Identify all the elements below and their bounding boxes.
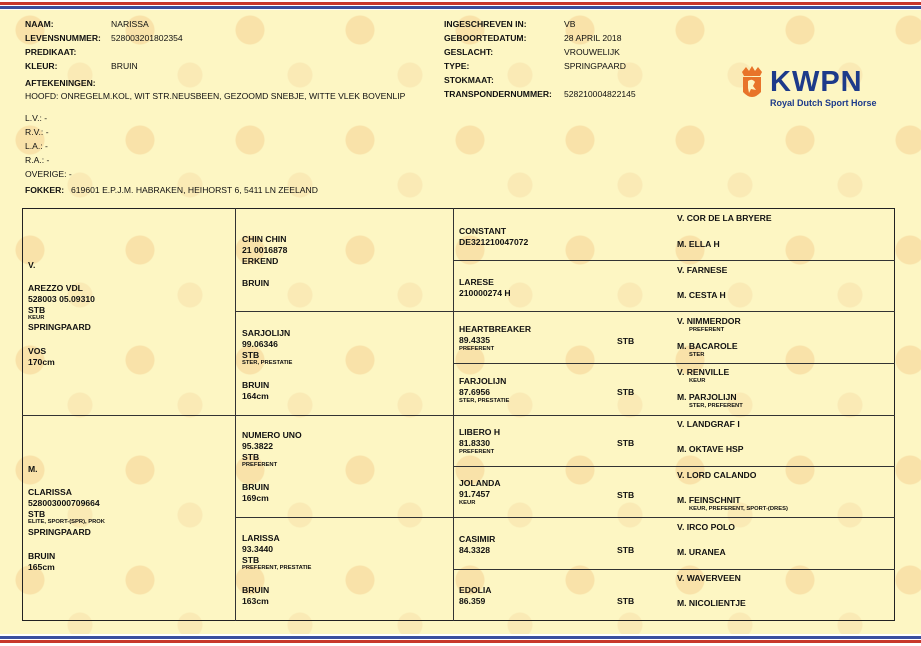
g2-3-name: LARISSA [242,533,280,543]
g3-7-name: EDOLIA [459,585,492,595]
divider-g3-3 [453,466,895,467]
g3-0-name: CONSTANT [459,226,507,236]
levensnummer-label: LEVENSNUMMER: [25,33,101,43]
g4-5-predicate: STER [689,352,705,358]
g3-6-name: CASIMIR [459,534,496,544]
dam-type: SPRINGPAARD [28,527,91,537]
g2-3-number: 93.3440 [242,544,274,554]
g2-3-height: 163cm [242,596,269,606]
g2-0-name: CHIN CHIN [242,234,287,244]
g4-0-name: V. COR DE LA BRYERE [677,213,772,223]
g4-4-predicate: PREFERENT [689,327,725,333]
sire-marker: V. [28,260,36,270]
divider-sire-dam [22,415,895,416]
g3-6-book: STB [617,545,635,555]
g3-2-name: HEARTBREAKER [459,324,532,334]
kwpn-tagline: Royal Dutch Sport Horse [770,98,877,108]
naam-label: NAAM: [25,19,54,29]
g3-5-predicate: KEUR [459,500,476,506]
dam-book: STB [28,509,46,519]
g3-7-book: STB [617,596,635,606]
naam-value: NARISSA [111,19,149,29]
la-value: L.A.: - [25,141,48,151]
divider-g3-4 [453,569,895,570]
rv-value: R.V.: - [25,127,49,137]
fokker-value: 619601 E.P.J.M. HABRAKEN, HEIHORST 6, 5411 LN ZEELAND [71,185,318,195]
sire-name: AREZZO VDL [28,283,83,293]
dam-number: 528003000709664 [28,498,100,508]
dam-color: BRUIN [28,551,56,561]
g2-2-name: NUMERO UNO [242,430,302,440]
geslacht-label: GESLACHT: [444,47,494,57]
g4-11-predicate: KEUR, PREFERENT, SPORT-(DRES) [689,506,788,512]
g4-11-name: M. FEINSCHNIT [677,495,741,505]
g4-2-name: V. FARNESE [677,265,728,275]
lv-value: L.V.: - [25,113,48,123]
dam-height: 165cm [28,562,55,572]
g4-10-name: V. LORD CALANDO [677,470,757,480]
column-line-2 [453,208,454,621]
g4-13-name: M. URANEA [677,547,726,557]
g4-12-name: V. IRCO POLO [677,522,735,532]
g2-0-status: ERKEND [242,256,279,266]
g4-4-name: V. NIMMERDOR [677,316,741,326]
g2-2-height: 169cm [242,493,269,503]
g2-2-book: STB [242,452,260,462]
dam-name: CLARISSA [28,487,72,497]
g4-14-name: V. WAVERVEEN [677,573,741,583]
hoofd-value: HOOFD: ONREGELM.KOL, WIT STR.NEUSBEEN, GEZOOMD SNEBJE, WITTE VLEK BOVENLIP [25,91,406,101]
g3-2-book: STB [617,336,635,346]
g2-1-height: 164cm [242,391,269,401]
column-line-1 [235,208,236,621]
levensnummer-value: 528003201802354 [111,33,183,43]
type-value: SPRINGPAARD [564,61,626,71]
g2-1-color: BRUIN [242,380,270,390]
g3-3-name: FARJOLIJN [459,376,507,386]
g3-6-number: 84.3328 [459,545,491,555]
g3-3-book: STB [617,387,635,397]
g3-3-number: 87.6956 [459,387,491,397]
ingeschreven-label: INGESCHREVEN IN: [444,19,527,29]
bottom-border [0,634,921,646]
kwpn-logo [738,60,898,112]
g2-2-number: 95.3822 [242,441,274,451]
transpondernummer-label: TRANSPONDERNUMMER: [444,89,552,99]
g3-0-number: DE321210047072 [459,237,529,247]
kwpn-crest-icon [738,64,766,104]
overige-value: OVERIGE: - [25,169,72,179]
g4-6-predicate: KEUR [689,378,706,384]
ra-value: R.A.: - [25,155,50,165]
g4-7-predicate: STER, PREFERENT [689,403,743,409]
g3-7-number: 86.359 [459,596,486,606]
g3-5-name: JOLANDA [459,478,501,488]
g4-5-name: M. BACAROLE [677,341,738,351]
g3-1-number: 210000274 H [459,288,511,298]
sire-type: SPRINGPAARD [28,322,91,332]
g3-5-number: 91.7457 [459,489,491,499]
stokmaat-label: STOKMAAT: [444,75,494,85]
g4-3-name: M. CESTA H [677,290,726,300]
g3-4-predicate: PREFERENT [459,449,495,455]
g2-2-color: BRUIN [242,482,270,492]
g2-3-color: BRUIN [242,585,270,595]
geboortedatum-label: GEBOORTEDATUM: [444,33,527,43]
g4-15-name: M. NICOLIENTJE [677,598,746,608]
sire-predicate: KEUR [28,315,45,321]
sire-number: 528003 05.09310 [28,294,95,304]
g4-7-name: M. PARJOLIJN [677,392,737,402]
geboortedatum-value: 28 APRIL 2018 [564,33,622,43]
fokker-label: FOKKER: [25,185,65,195]
g3-4-number: 81.8330 [459,438,491,448]
top-border [0,0,921,10]
ingeschreven-value: VB [564,19,576,29]
g4-1-name: M. ELLA H [677,239,720,249]
dam-marker: M. [28,464,38,474]
kleur-value: BRUIN [111,61,138,71]
g2-1-book: STB [242,350,260,360]
sire-book: STB [28,305,46,315]
g4-6-name: V. RENVILLE [677,367,730,377]
divider-g3-2 [453,363,895,364]
g4-8-name: V. LANDGRAF I [677,419,740,429]
g3-5-book: STB [617,490,635,500]
g3-2-number: 89.4335 [459,335,491,345]
geslacht-value: VROUWELIJK [564,47,620,57]
g3-4-book: STB [617,438,635,448]
g2-0-color: BRUIN [242,278,270,288]
g3-2-predicate: PREFERENT [459,346,495,352]
kwpn-wordmark: KWPN [770,66,863,98]
predikaat-label: PREDIKAAT: [25,47,77,57]
g2-1-number: 99.06346 [242,339,278,349]
transpondernummer-value: 528210004822145 [564,89,636,99]
g4-9-name: M. OKTAVE HSP [677,444,744,454]
divider-g2-1 [235,311,895,312]
dam-predicate: ELITE, SPORT-(SPR), PROK [28,519,105,525]
g2-2-predicate: PREFERENT [242,462,278,468]
g3-3-predicate: STER, PRESTATIE [459,398,510,404]
sire-color: VOS [28,346,47,356]
g2-1-name: SARJOLIJN [242,328,291,338]
g2-1-predicate: STER, PRESTATIE [242,360,293,366]
g2-3-book: STB [242,555,260,565]
g3-4-name: LIBERO H [459,427,501,437]
sire-height: 170cm [28,357,55,367]
type-label: TYPE: [444,61,470,71]
g2-3-predicate: PREFERENT, PRESTATIE [242,565,312,571]
divider-g2-2 [235,517,895,518]
g3-1-name: LARESE [459,277,494,287]
aftekeningen-label: AFTEKENINGEN: [25,78,96,88]
kleur-label: KLEUR: [25,61,58,71]
divider-g3-1 [453,260,895,261]
g2-0-number: 21 0016878 [242,245,288,255]
